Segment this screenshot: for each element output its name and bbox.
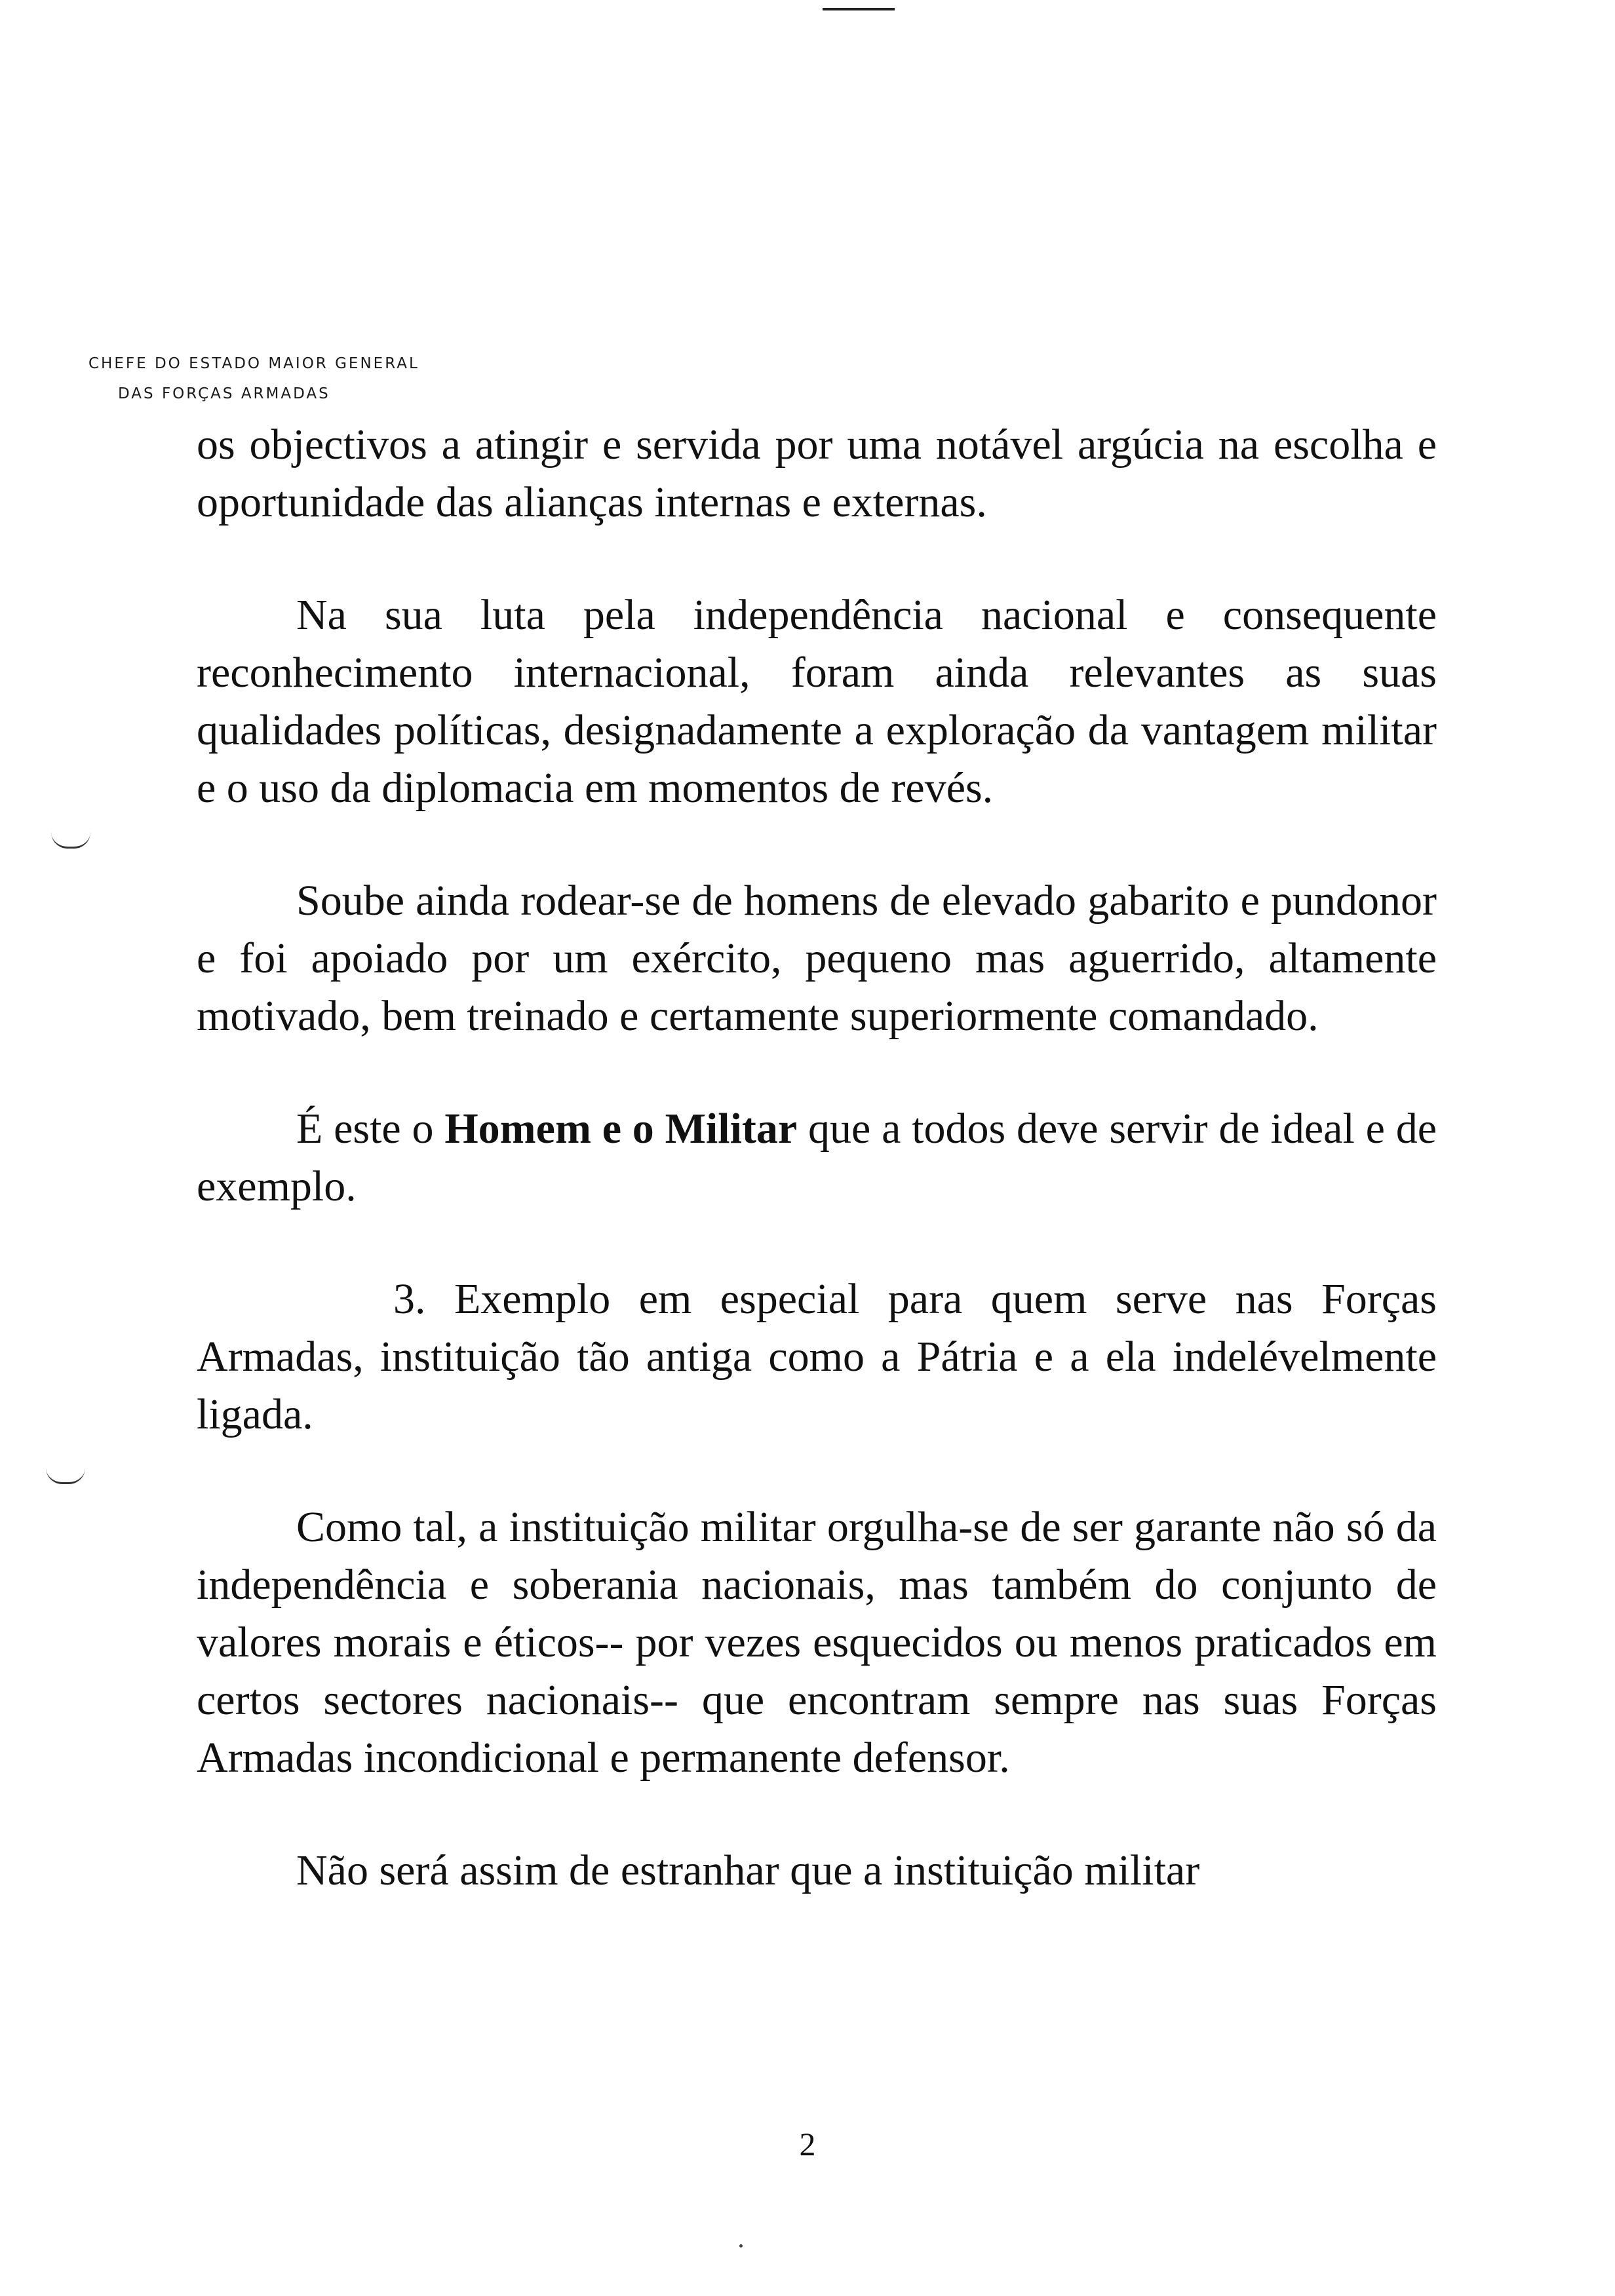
paragraph-4-text: É este o — [296, 1105, 445, 1153]
paragraph-7: Não será assim de estranhar que a instituição militar — [296, 1846, 1200, 1894]
paragraph-6: Como tal, a instituição militar orgulha-se de ser garante não só da independência e soberania nacionais, mas também do conjunto de valores morais e éticos-- por vezes esquecidos ou menos praticados em certos sectores nacionais-- que encontram sempre nas suas Forças Armadas incondicional e permanente defensor. — [197, 1503, 1437, 1782]
scan-speck — [739, 2244, 743, 2248]
paragraph-2: Na sua luta pela independência nacional e consequente reconhecimento internacional, foram ainda relevantes as suas qualidades políticas, designadamente a exploração da vantagem militar e o uso da diplomacia em momentos de revés. — [197, 591, 1437, 812]
paragraph-3: Soube ainda rodear-se de homens de elevado gabarito e pundonor e foi apoiado por um exército, pequeno mas aguerrido, altamente motivado, bem treinado e certamente superiormente comandado. — [197, 877, 1437, 1040]
paragraph-5: 3. Exemplo em especial para quem serve nas Forças Armadas, instituição tão antiga como a Pátria e a ela indelévelmente ligada. — [197, 1275, 1437, 1438]
paragraph-4 — [197, 1100, 1437, 1215]
letterhead-line-2: DAS FORÇAS ARMADAS — [118, 385, 330, 402]
letterhead-line-1: CHEFE DO ESTADO MAIOR GENERAL — [88, 355, 419, 372]
paragraph-4-text-end: que a todos deve servir de ideal e de exemplo. — [197, 1105, 1437, 1210]
document-body — [197, 416, 1437, 1955]
margin-mark — [46, 1468, 85, 1484]
page-number: 2 — [799, 2126, 816, 2162]
top-rule — [823, 8, 895, 10]
margin-mark — [51, 832, 90, 849]
paragraph-4-bold: Homem e o Militar — [444, 1105, 798, 1153]
paragraph-1: os objectivos a atingir e servida por uma notável argúcia na escolha e oportunidade das alianças internas e externas. — [197, 421, 1437, 526]
letterhead — [88, 349, 419, 409]
